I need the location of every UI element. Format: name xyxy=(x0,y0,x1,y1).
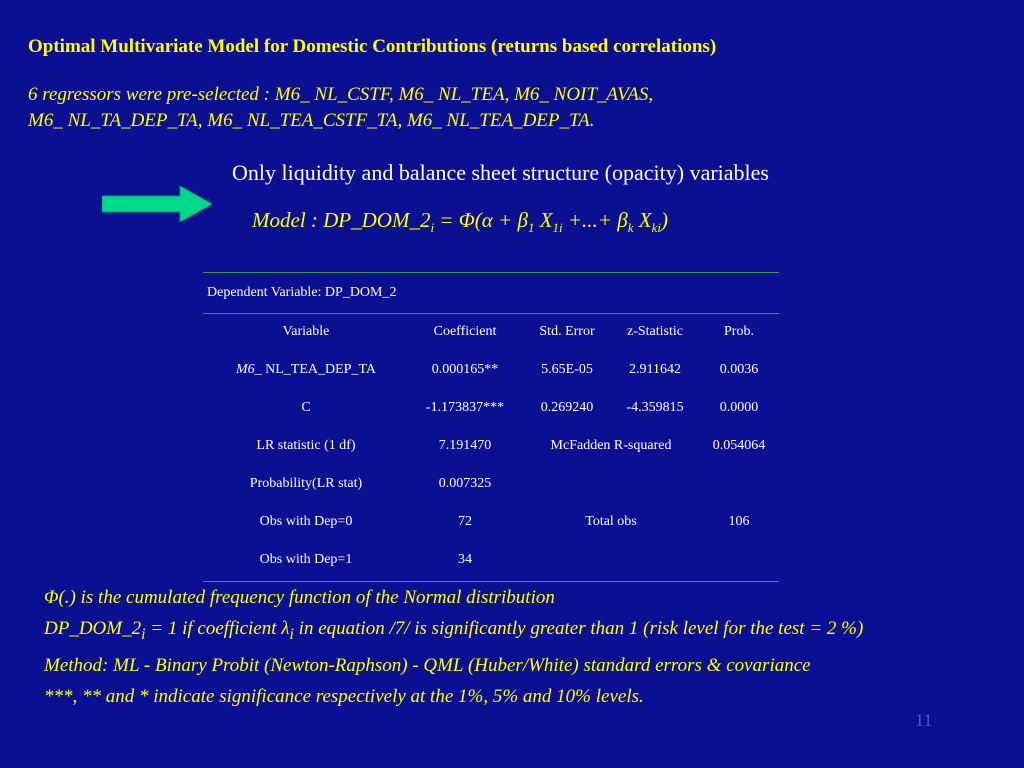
probability-lr-label: Probability(LR stat) xyxy=(249,476,363,491)
right-arrow-icon xyxy=(102,186,212,222)
note-sub-i-2: i xyxy=(289,625,294,643)
note-phi-text: (.) is the cumulated frequency function of the Normal distribution xyxy=(58,587,555,608)
alpha-symbol: α xyxy=(481,208,493,232)
model-sub-ki: ki xyxy=(651,220,661,236)
mcfadden-value: 0.054064 xyxy=(712,438,766,453)
col-header-variable: Variable xyxy=(282,324,330,339)
row-std-error: 5.65E-05 xyxy=(541,362,593,377)
model-open: ( xyxy=(474,208,482,232)
row-prob: 0.0036 xyxy=(719,362,759,377)
col-header-prob: Prob. xyxy=(724,324,754,339)
row-variable-name: C xyxy=(301,400,311,415)
note-dep-text: = 1 if coefficient xyxy=(145,618,282,639)
model-sub-i: i xyxy=(430,220,435,236)
lambda-symbol: λ xyxy=(281,618,290,639)
row-z-statistic: 2.911642 xyxy=(629,362,681,377)
regression-table xyxy=(203,272,779,582)
phi-symbol: Φ xyxy=(44,587,59,608)
model-close: ) xyxy=(660,208,668,232)
phi-symbol: Φ xyxy=(458,208,475,232)
beta-k-symbol: β xyxy=(617,208,628,232)
row-std-error: 0.269240 xyxy=(540,400,594,415)
probability-lr-value: 0.007325 xyxy=(438,476,492,491)
note-sub-i: i xyxy=(141,625,146,643)
beta-symbol: β xyxy=(517,208,528,232)
obs-dep0-label: Obs with Dep=0 xyxy=(259,514,353,529)
page-number: 11 xyxy=(915,710,933,730)
regressors-text xyxy=(28,82,1008,134)
col-header-std-error: Std. Error xyxy=(539,324,595,339)
dependent-variable-label: Dependent Variable: DP_DOM_2 xyxy=(207,285,397,300)
lr-statistic-label: LR statistic (1 df) xyxy=(256,438,356,453)
row-variable-suffix: _ NL_TEA_DEP_TA xyxy=(254,362,377,377)
regressors-line-1: 6 regressors were pre-selected : M6_ NL_CSTF, M6_ NL_TEA, M6_ NOIT_AVAS, xyxy=(28,84,654,105)
table-row xyxy=(203,362,779,382)
note-dep-var: DP_DOM_2 xyxy=(44,618,142,639)
row-variable-prefix: M6 xyxy=(235,362,255,377)
model-prefix: Model : DP_DOM_2 xyxy=(252,208,431,232)
note-phi-definition xyxy=(44,582,1009,613)
model-sub-1: 1 xyxy=(527,220,535,236)
lr-statistic-value: 7.191470 xyxy=(438,438,492,453)
model-x2: X xyxy=(633,208,652,232)
slide-subtitle: Only liquidity and balance sheet structure (opacity) variables xyxy=(232,160,769,185)
row-coefficient: -1.173837*** xyxy=(425,400,505,415)
footnotes xyxy=(44,582,1009,712)
stats-row xyxy=(203,438,779,458)
regressors-line-2: M6_ NL_TA_DEP_TA, M6_ NL_TEA_CSTF_TA, M6_ NL_TEA_DEP_TA. xyxy=(28,110,595,131)
obs-dep1-label: Obs with Dep=1 xyxy=(259,552,353,567)
note-significance: ***, ** and * indicate significance respectively at the 1%, 5% and 10% levels. xyxy=(44,685,644,707)
stats-row xyxy=(203,514,779,534)
model-sub-1i: 1i xyxy=(552,220,563,236)
note-dep-text-2: in equation /7/ is significantly greater than 1 (risk level for the test = 2 %) xyxy=(293,618,864,639)
table-header-row xyxy=(203,324,779,344)
model-dots: +...+ xyxy=(562,208,618,232)
model-eq: = xyxy=(434,208,459,232)
col-header-z-statistic: z-Statistic xyxy=(627,324,683,339)
note-method: Method: ML - Binary Probit (Newton-Raphson) - QML (Huber/White) standard errors & covariance xyxy=(44,654,811,676)
model-sub-k: k xyxy=(627,220,634,236)
total-obs-value: 106 xyxy=(728,514,750,529)
obs-dep1-value: 34 xyxy=(458,552,472,567)
slide-title: Optimal Multivariate Model for Domestic Contributions (returns based correlations) xyxy=(28,36,717,57)
model-plus: + xyxy=(492,208,518,232)
row-variable-name xyxy=(236,362,376,378)
table-divider xyxy=(203,313,779,314)
row-coefficient: 0.000165** xyxy=(431,362,499,377)
model-x: X xyxy=(534,208,553,232)
mcfadden-label: McFadden R-squared xyxy=(550,438,672,453)
row-z-statistic: -4.359815 xyxy=(626,400,684,415)
row-prob: 0.0000 xyxy=(719,400,759,415)
stats-row xyxy=(203,476,779,496)
total-obs-label: Total obs xyxy=(585,514,637,529)
note-dependent-definition xyxy=(44,613,1009,650)
stats-row xyxy=(203,552,779,572)
col-header-coefficient: Coefficient xyxy=(433,324,497,339)
table-row xyxy=(203,400,779,420)
obs-dep0-value: 72 xyxy=(458,514,472,529)
model-equation xyxy=(252,208,668,236)
